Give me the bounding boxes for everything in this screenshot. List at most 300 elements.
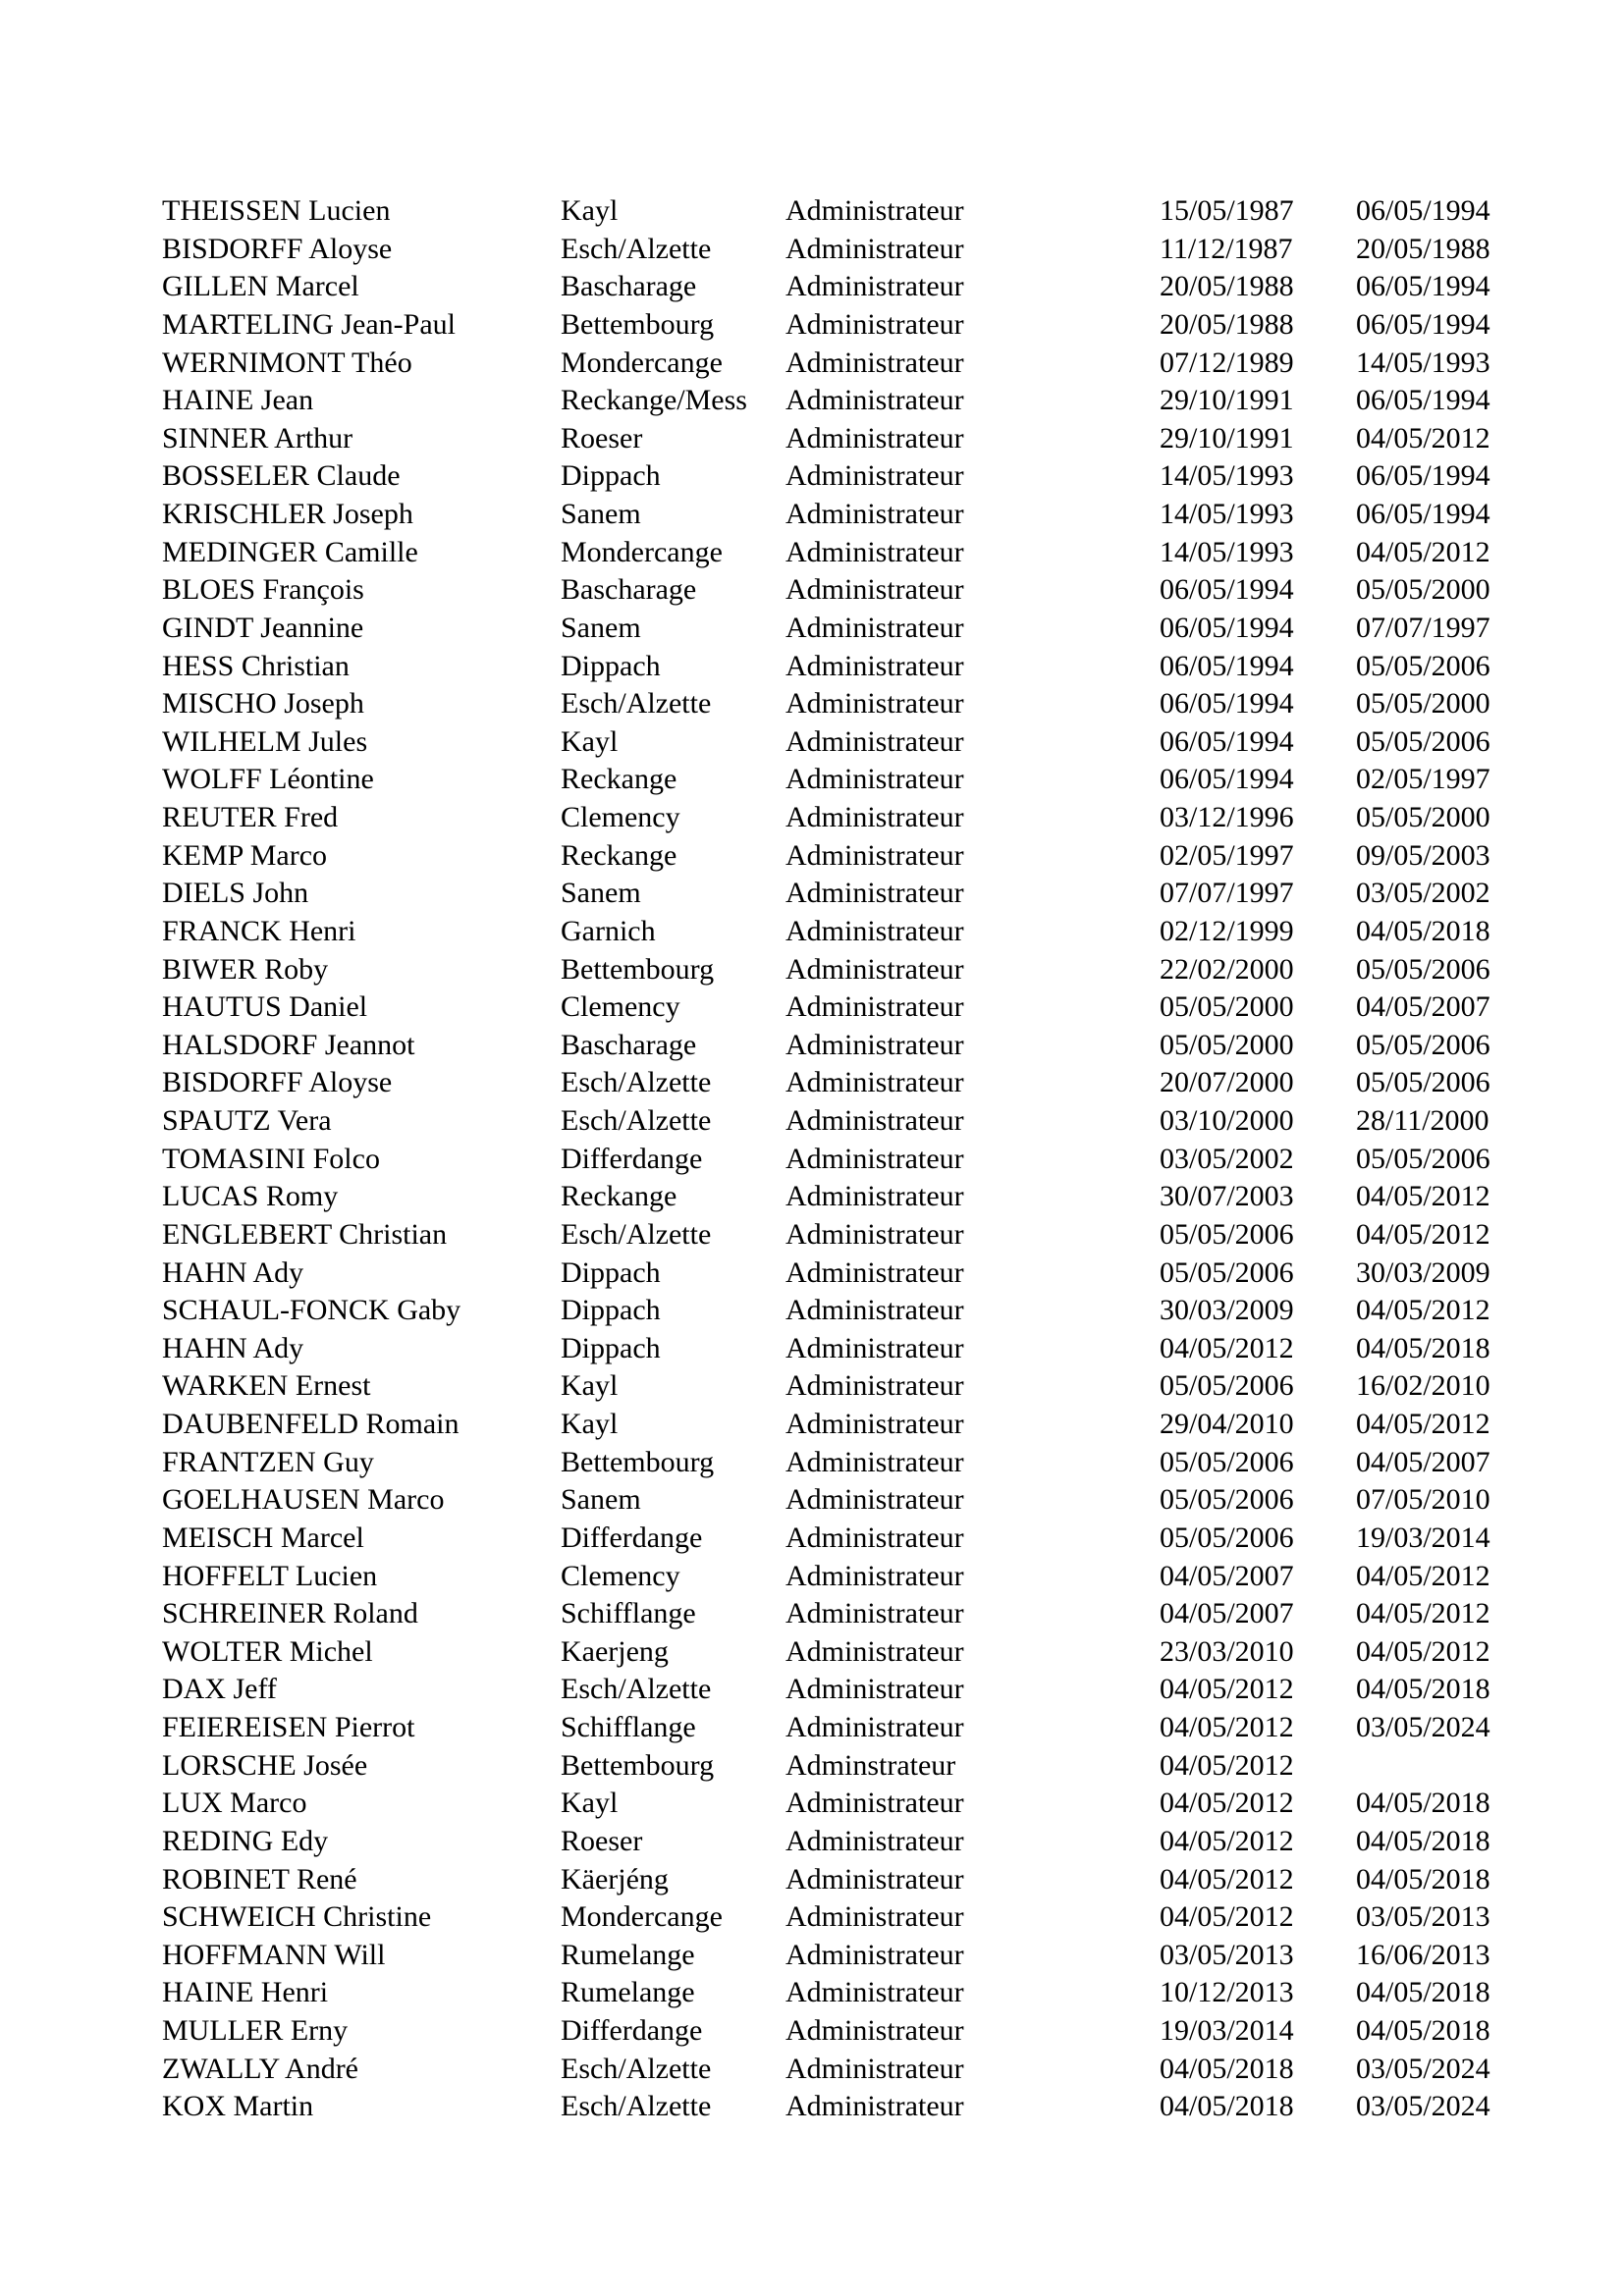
member-locality: Bettembourg (561, 1445, 715, 1478)
mandate-start-date: 04/05/2007 (1160, 1559, 1294, 1592)
member-name: WOLFF Léontine (162, 763, 374, 796)
mandate-start-date: 04/05/2012 (1160, 1824, 1294, 1857)
member-name: REUTER Fred (162, 801, 339, 833)
mandate-start-date: 20/05/1988 (1160, 307, 1294, 341)
member-role: Administrateur (785, 724, 964, 758)
member-role: Administrateur (785, 2090, 964, 2123)
list-row (0, 1747, 1624, 1786)
member-role: Administrateur (785, 1180, 964, 1213)
member-name: DAUBENFELD Romain (162, 1408, 460, 1440)
mandate-start-date: 03/10/2000 (1160, 1104, 1294, 1137)
member-name: MEDINGER Camille (162, 535, 418, 568)
mandate-end-date: 04/05/2012 (1356, 421, 1490, 454)
mandate-end-date: 19/03/2014 (1356, 1521, 1490, 1554)
member-locality: Bettembourg (561, 952, 715, 986)
mandate-end-date: 06/05/1994 (1356, 384, 1490, 417)
mandate-start-date: 04/05/2012 (1160, 1787, 1294, 1820)
mandate-end-date: 04/05/2007 (1356, 990, 1490, 1024)
member-name: WILHELM Jules (162, 724, 368, 758)
list-row (0, 345, 1624, 383)
list-row (0, 1558, 1624, 1596)
mandate-end-date: 06/05/1994 (1356, 498, 1490, 530)
list-row (0, 2088, 1624, 2126)
member-role: Administrateur (785, 1104, 964, 1137)
member-role: Administrateur (785, 1408, 964, 1440)
list-row (0, 2012, 1624, 2051)
member-name: REDING Edy (162, 1824, 329, 1857)
list-row (0, 1520, 1624, 1558)
member-name: HAINE Jean (162, 384, 314, 417)
member-locality: Dippach (561, 1255, 661, 1289)
mandate-start-date: 04/05/2012 (1160, 1711, 1294, 1743)
member-name: KRISCHLER Joseph (162, 498, 413, 530)
list-row (0, 951, 1624, 989)
mandate-end-date: 06/05/1994 (1356, 270, 1490, 303)
member-locality: Bettembourg (561, 307, 715, 341)
member-locality: Esch/Alzette (561, 1104, 712, 1137)
member-role: Administrateur (785, 498, 964, 530)
member-locality: Esch/Alzette (561, 687, 712, 721)
member-locality: Sanem (561, 1483, 641, 1517)
member-name: HAHN Ady (162, 1255, 304, 1289)
mandate-start-date: 04/05/2012 (1160, 1331, 1294, 1364)
member-role: Administrateur (785, 649, 964, 682)
member-locality: Käerjéng (561, 1862, 669, 1896)
member-role: Administrateur (785, 1673, 964, 1706)
member-locality: Mondercange (561, 346, 723, 379)
list-row (0, 1823, 1624, 1861)
member-locality: Esch/Alzette (561, 1066, 712, 1099)
member-name: BISDORFF Aloyse (162, 1066, 393, 1099)
member-role: Administrateur (785, 1445, 964, 1478)
mandate-start-date: 06/05/1994 (1160, 724, 1294, 758)
mandate-start-date: 04/05/2018 (1160, 2090, 1294, 2123)
mandate-start-date: 06/05/1994 (1160, 763, 1294, 796)
member-name: BISDORFF Aloyse (162, 232, 393, 265)
member-role: Administrateur (785, 1028, 964, 1061)
member-role: Administrateur (785, 1142, 964, 1175)
mandate-end-date: 04/05/2018 (1356, 1976, 1490, 2009)
member-name: DAX Jeff (162, 1673, 277, 1706)
member-role: Administrateur (785, 952, 964, 986)
list-row (0, 1292, 1624, 1330)
member-name: HAHN Ady (162, 1331, 304, 1364)
member-locality: Schifflange (561, 1597, 696, 1630)
list-row (0, 1406, 1624, 1444)
mandate-start-date: 03/12/1996 (1160, 801, 1294, 833)
mandate-start-date: 30/07/2003 (1160, 1180, 1294, 1213)
member-role: Administrateur (785, 459, 964, 493)
mandate-start-date: 15/05/1987 (1160, 194, 1294, 227)
mandate-end-date: 04/05/2018 (1356, 1331, 1490, 1364)
list-row (0, 685, 1624, 723)
member-locality: Bettembourg (561, 1748, 715, 1782)
mandate-start-date: 20/05/1988 (1160, 270, 1294, 303)
list-row (0, 875, 1624, 913)
mandate-end-date: 03/05/2024 (1356, 1711, 1490, 1743)
member-role: Administrateur (785, 194, 964, 227)
member-role: Administrateur (785, 1862, 964, 1896)
member-role: Administrateur (785, 1824, 964, 1857)
member-role: Administrateur (785, 1976, 964, 2009)
member-role: Administrateur (785, 384, 964, 417)
member-role: Administrateur (785, 877, 964, 910)
mandate-end-date: 04/05/2018 (1356, 1862, 1490, 1896)
list-row (0, 571, 1624, 610)
mandate-end-date: 05/05/2000 (1356, 801, 1490, 833)
mandate-end-date: 03/05/2024 (1356, 2090, 1490, 2123)
mandate-start-date: 05/05/2006 (1160, 1369, 1294, 1403)
mandate-start-date: 29/10/1991 (1160, 421, 1294, 454)
member-role: Administrateur (785, 1294, 964, 1327)
mandate-start-date: 04/05/2018 (1160, 2052, 1294, 2085)
list-row (0, 192, 1624, 231)
mandate-start-date: 07/12/1989 (1160, 346, 1294, 379)
mandate-start-date: 29/10/1991 (1160, 384, 1294, 417)
mandate-end-date: 07/05/2010 (1356, 1483, 1490, 1517)
mandate-end-date: 20/05/1988 (1356, 232, 1490, 265)
member-locality: Kayl (561, 1369, 619, 1403)
member-locality: Dippach (561, 459, 661, 493)
member-locality: Sanem (561, 498, 641, 530)
mandate-end-date: 04/05/2012 (1356, 1217, 1490, 1251)
member-role: Administrateur (785, 573, 964, 607)
member-name: TOMASINI Folco (162, 1142, 380, 1175)
list-row (0, 382, 1624, 420)
list-row (0, 1102, 1624, 1141)
list-row (0, 1633, 1624, 1672)
member-name: HESS Christian (162, 649, 350, 682)
member-name: HOFFELT Lucien (162, 1559, 378, 1592)
member-role: Administrateur (785, 232, 964, 265)
mandate-start-date: 06/05/1994 (1160, 573, 1294, 607)
list-row (0, 1178, 1624, 1216)
mandate-end-date: 04/05/2018 (1356, 1787, 1490, 1820)
mandate-start-date: 05/05/2006 (1160, 1217, 1294, 1251)
list-row (0, 799, 1624, 837)
mandate-end-date: 07/07/1997 (1356, 611, 1490, 644)
member-locality: Differdange (561, 1521, 703, 1554)
member-locality: Kayl (561, 724, 619, 758)
mandate-end-date: 09/05/2003 (1356, 838, 1490, 872)
member-locality: Clemency (561, 801, 680, 833)
member-name: KOX Martin (162, 2090, 314, 2123)
mandate-end-date: 03/05/2002 (1356, 877, 1490, 910)
member-name: WERNIMONT Théo (162, 346, 412, 379)
mandate-end-date: 05/05/2006 (1356, 1066, 1490, 1099)
mandate-end-date: 03/05/2024 (1356, 2052, 1490, 2085)
member-role: Administrateur (785, 1066, 964, 1099)
list-row (0, 2051, 1624, 2089)
mandate-start-date: 23/03/2010 (1160, 1634, 1294, 1668)
member-name: BLOES François (162, 573, 364, 607)
mandate-start-date: 07/07/1997 (1160, 877, 1294, 910)
list-row (0, 648, 1624, 686)
list-row (0, 1709, 1624, 1747)
member-locality: Kayl (561, 194, 619, 227)
member-role: Administrateur (785, 1217, 964, 1251)
list-row (0, 1367, 1624, 1406)
member-role: Administrateur (785, 1711, 964, 1743)
member-role: Administrateur (785, 1787, 964, 1820)
member-locality: Esch/Alzette (561, 232, 712, 265)
mandate-start-date: 04/05/2007 (1160, 1597, 1294, 1630)
member-name: SCHREINER Roland (162, 1597, 418, 1630)
mandate-start-date: 03/05/2013 (1160, 1938, 1294, 1971)
mandate-end-date: 04/05/2012 (1356, 535, 1490, 568)
mandate-start-date: 04/05/2012 (1160, 1862, 1294, 1896)
list-row (0, 268, 1624, 306)
member-locality: Reckange/Mess (561, 384, 747, 417)
mandate-end-date: 16/06/2013 (1356, 1938, 1490, 1971)
member-locality: Clemency (561, 990, 680, 1024)
member-role: Administrateur (785, 1369, 964, 1403)
member-locality: Roeser (561, 1824, 643, 1857)
mandate-start-date: 10/12/2013 (1160, 1976, 1294, 2009)
mandate-end-date: 05/05/2006 (1356, 952, 1490, 986)
mandate-end-date: 04/05/2012 (1356, 1597, 1490, 1630)
mandate-end-date: 05/05/2006 (1356, 1028, 1490, 1061)
member-role: Administrateur (785, 1559, 964, 1592)
list-row (0, 420, 1624, 458)
member-role: Administrateur (785, 535, 964, 568)
member-role: Administrateur (785, 2052, 964, 2085)
member-role: Administrateur (785, 687, 964, 721)
list-row (0, 231, 1624, 269)
mandate-end-date: 16/02/2010 (1356, 1369, 1490, 1403)
mandate-start-date: 05/05/2006 (1160, 1255, 1294, 1289)
member-role: Administrateur (785, 763, 964, 796)
member-role: Administrateur (785, 1521, 964, 1554)
list-row (0, 1785, 1624, 1823)
list-row (0, 534, 1624, 572)
member-name: WARKEN Ernest (162, 1369, 371, 1403)
mandate-start-date: 14/05/1993 (1160, 535, 1294, 568)
member-locality: Differdange (561, 2014, 703, 2047)
member-locality: Kayl (561, 1787, 619, 1820)
member-locality: Roeser (561, 421, 643, 454)
member-role: Administrateur (785, 307, 964, 341)
member-locality: Kaerjeng (561, 1634, 669, 1668)
member-name: GINDT Jeannine (162, 611, 364, 644)
list-row (0, 1595, 1624, 1633)
mandate-end-date: 28/11/2000 (1356, 1104, 1489, 1137)
member-name: LORSCHE Josée (162, 1748, 368, 1782)
list-row (0, 1444, 1624, 1482)
mandate-end-date: 05/05/2000 (1356, 573, 1490, 607)
member-locality: Bascharage (561, 573, 697, 607)
member-name: MEISCH Marcel (162, 1521, 364, 1554)
member-locality: Dippach (561, 649, 661, 682)
member-name: FRANTZEN Guy (162, 1445, 374, 1478)
member-role: Administrateur (785, 1634, 964, 1668)
member-role: Administrateur (785, 838, 964, 872)
mandate-end-date: 30/03/2009 (1356, 1255, 1490, 1289)
member-locality: Esch/Alzette (561, 1673, 712, 1706)
member-role: Administrateur (785, 1331, 964, 1364)
mandate-end-date: 04/05/2007 (1356, 1445, 1490, 1478)
list-row (0, 1141, 1624, 1179)
member-role: Administrateur (785, 421, 964, 454)
member-role: Administrateur (785, 1938, 964, 1971)
mandate-start-date: 14/05/1993 (1160, 459, 1294, 493)
member-locality: Bascharage (561, 270, 697, 303)
member-role: Adminstrateur (785, 1748, 956, 1782)
member-name: FEIEREISEN Pierrot (162, 1711, 415, 1743)
mandate-end-date: 02/05/1997 (1356, 763, 1490, 796)
member-locality: Dippach (561, 1294, 661, 1327)
administrator-list (0, 192, 1624, 2126)
member-role: Administrateur (785, 1900, 964, 1934)
list-row (0, 913, 1624, 951)
member-name: SCHAUL-FONCK Gaby (162, 1294, 461, 1327)
mandate-end-date: 03/05/2013 (1356, 1900, 1490, 1934)
member-locality: Mondercange (561, 1900, 723, 1934)
member-name: SINNER Arthur (162, 421, 353, 454)
mandate-end-date: 04/05/2012 (1356, 1294, 1490, 1327)
member-locality: Reckange (561, 1180, 677, 1213)
mandate-end-date: 05/05/2006 (1356, 649, 1490, 682)
mandate-start-date: 02/05/1997 (1160, 838, 1294, 872)
member-locality: Esch/Alzette (561, 2052, 712, 2085)
mandate-end-date: 06/05/1994 (1356, 307, 1490, 341)
list-row (0, 1671, 1624, 1709)
mandate-end-date: 06/05/1994 (1356, 194, 1490, 227)
member-locality: Reckange (561, 838, 677, 872)
member-role: Administrateur (785, 801, 964, 833)
member-name: THEISSEN Lucien (162, 194, 391, 227)
mandate-start-date: 05/05/2006 (1160, 1483, 1294, 1517)
list-row (0, 1898, 1624, 1937)
member-role: Administrateur (785, 611, 964, 644)
member-role: Administrateur (785, 2014, 964, 2047)
member-locality: Differdange (561, 1142, 703, 1175)
mandate-start-date: 05/05/2006 (1160, 1521, 1294, 1554)
member-locality: Sanem (561, 611, 641, 644)
mandate-start-date: 11/12/1987 (1160, 232, 1293, 265)
member-name: HOFFMANN Will (162, 1938, 386, 1971)
member-locality: Clemency (561, 1559, 680, 1592)
mandate-end-date: 04/05/2018 (1356, 1673, 1490, 1706)
member-locality: Esch/Alzette (561, 2090, 712, 2123)
mandate-end-date: 04/05/2012 (1356, 1634, 1490, 1668)
member-locality: Mondercange (561, 535, 723, 568)
list-row (0, 496, 1624, 534)
list-row (0, 610, 1624, 648)
list-row (0, 837, 1624, 876)
member-name: HALSDORF Jeannot (162, 1028, 415, 1061)
mandate-start-date: 02/12/1999 (1160, 914, 1294, 947)
mandate-end-date: 05/05/2006 (1356, 1142, 1490, 1175)
member-locality: Rumelange (561, 1938, 695, 1971)
mandate-start-date: 05/05/2000 (1160, 990, 1294, 1024)
member-name: WOLTER Michel (162, 1634, 373, 1668)
member-role: Administrateur (785, 1597, 964, 1630)
mandate-start-date: 29/04/2010 (1160, 1408, 1294, 1440)
mandate-end-date: 06/05/1994 (1356, 459, 1490, 493)
member-name: MULLER Erny (162, 2014, 349, 2047)
member-name: FRANCK Henri (162, 914, 356, 947)
mandate-start-date: 30/03/2009 (1160, 1294, 1294, 1327)
mandate-start-date: 06/05/1994 (1160, 611, 1294, 644)
list-row (0, 1974, 1624, 2012)
member-name: DIELS John (162, 877, 309, 910)
member-name: KEMP Marco (162, 838, 328, 872)
member-name: GOELHAUSEN Marco (162, 1483, 445, 1517)
mandate-start-date: 06/05/1994 (1160, 649, 1294, 682)
list-row (0, 1937, 1624, 1975)
mandate-start-date: 05/05/2006 (1160, 1445, 1294, 1478)
mandate-end-date: 04/05/2018 (1356, 914, 1490, 947)
member-role: Administrateur (785, 1255, 964, 1289)
member-locality: Dippach (561, 1331, 661, 1364)
member-name: BOSSELER Claude (162, 459, 401, 493)
mandate-end-date: 05/05/2000 (1356, 687, 1490, 721)
mandate-end-date: 04/05/2012 (1356, 1180, 1490, 1213)
list-row (0, 988, 1624, 1027)
member-locality: Reckange (561, 763, 677, 796)
list-row (0, 1216, 1624, 1255)
mandate-start-date: 04/05/2012 (1160, 1673, 1294, 1706)
member-locality: Kayl (561, 1408, 619, 1440)
member-locality: Rumelange (561, 1976, 695, 2009)
mandate-start-date: 05/05/2000 (1160, 1028, 1294, 1061)
list-row (0, 1481, 1624, 1520)
mandate-start-date: 20/07/2000 (1160, 1066, 1294, 1099)
member-name: MISCHO Joseph (162, 687, 364, 721)
member-name: MARTELING Jean-Paul (162, 307, 456, 341)
member-role: Administrateur (785, 270, 964, 303)
mandate-end-date: 04/05/2012 (1356, 1559, 1490, 1592)
mandate-start-date: 14/05/1993 (1160, 498, 1294, 530)
member-name: SPAUTZ Vera (162, 1104, 332, 1137)
mandate-end-date: 04/05/2012 (1356, 1408, 1490, 1440)
member-role: Administrateur (785, 914, 964, 947)
mandate-start-date: 03/05/2002 (1160, 1142, 1294, 1175)
list-row (0, 457, 1624, 496)
member-name: ENGLEBERT Christian (162, 1217, 448, 1251)
mandate-end-date: 04/05/2018 (1356, 1824, 1490, 1857)
list-row (0, 306, 1624, 345)
list-row (0, 761, 1624, 799)
member-locality: Esch/Alzette (561, 1217, 712, 1251)
mandate-start-date: 19/03/2014 (1160, 2014, 1294, 2047)
member-name: BIWER Roby (162, 952, 329, 986)
mandate-start-date: 04/05/2012 (1160, 1748, 1294, 1782)
list-row (0, 1064, 1624, 1102)
list-row (0, 1027, 1624, 1065)
member-locality: Garnich (561, 914, 656, 947)
member-role: Administrateur (785, 1483, 964, 1517)
member-name: HAUTUS Daniel (162, 990, 368, 1024)
member-locality: Sanem (561, 877, 641, 910)
member-name: HAINE Henri (162, 1976, 329, 2009)
mandate-end-date: 04/05/2018 (1356, 2014, 1490, 2047)
list-row (0, 1861, 1624, 1899)
member-locality: Bascharage (561, 1028, 697, 1061)
member-name: ROBINET René (162, 1862, 357, 1896)
member-role: Administrateur (785, 990, 964, 1024)
mandate-end-date: 14/05/1993 (1356, 346, 1490, 379)
member-name: SCHWEICH Christine (162, 1900, 432, 1934)
member-locality: Schifflange (561, 1711, 696, 1743)
member-name: ZWALLY André (162, 2052, 358, 2085)
member-name: LUCAS Romy (162, 1180, 339, 1213)
member-name: LUX Marco (162, 1787, 307, 1820)
list-row (0, 1255, 1624, 1293)
mandate-start-date: 06/05/1994 (1160, 687, 1294, 721)
mandate-end-date: 05/05/2006 (1356, 724, 1490, 758)
